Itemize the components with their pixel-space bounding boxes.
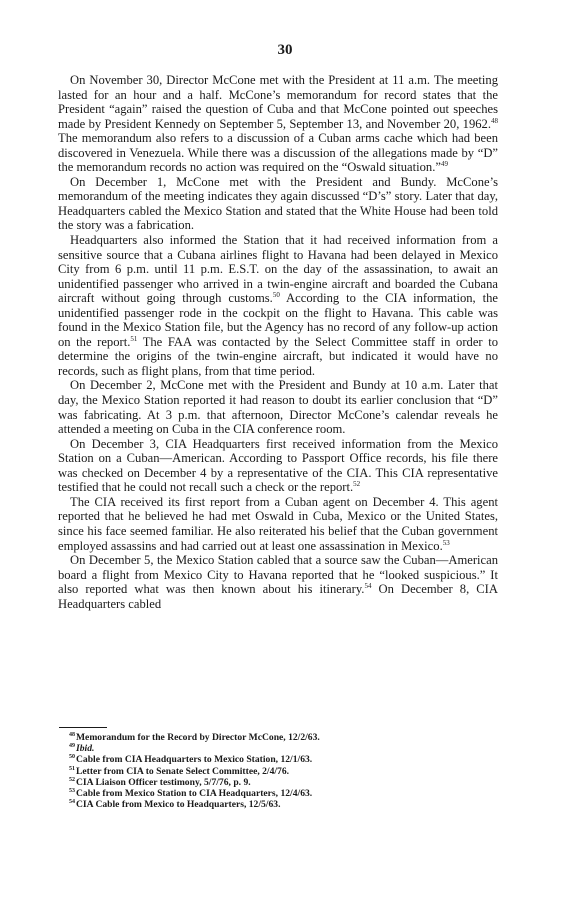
text-segment: On December 5, the Mexico Station cabled that a source saw the Cuban—American board a flight from Mexico City to Havana reported that he “looked suspicious.” It also reported what was then known about his itinerary. [58,553,498,597]
text-segment: On November 30, Director McCone met with the President at 11 a.m. The meeting lasted for an hour and a half. McCone’s memorandum for record states that the President “again” raised the question of Cuba and that McCone pointed out speeches made by President Kennedy on September 5, September 13, and November 20, 1962. [58,73,498,131]
text-segment: On December 1, McCone met with the President and Bundy. McCone’s memorandum of the meeting indicates they again discussed “D’s” story. Later that day, Headquarters cabled the Mexico Station and stated that the White House had been told the story was a fabrication. [58,174,498,233]
footnote-ref-51: 51 [130,334,138,343]
footnote-divider [59,727,107,728]
paragraph [58,233,498,378]
footnote-49 [69,743,499,754]
footnote-ref-54: 54 [364,582,372,591]
footnote-ref-50: 50 [272,291,280,300]
footnote-number: 50 [69,754,75,761]
footnote-text: CIA Liaison Officer testimony, 5/7/76, p. 9. [76,776,251,788]
footnote-text: Cable from CIA Headquarters to Mexico Station, 12/1/63. [76,754,313,766]
footnote-ref-53: 53 [442,538,450,547]
footnote-48 [69,732,499,743]
paragraph [58,378,498,436]
footnote-54 [69,799,499,810]
footnote-text: Cable from Mexico Station to CIA Headquarters, 12/4/63. [76,788,313,800]
text-segment: On December 8, CIA Headquarters cabled [58,582,498,611]
text-segment: On December 3, CIA Headquarters first received information from the Mexico Station on a Cuban—American. According to Passport Office records, his file there was checked on December 4 by a representative of the CIA. This CIA representative testified that he could not recall such a check or the report. [58,436,498,495]
footnote-text: Ibid. [76,743,95,755]
text-segment: According to the CIA information, the unidentified passenger rode in the cockpit on the flight to Havana. This cable was found in the Mexico Station file, but the Agency has no record of any follow-up action on the report. [58,291,498,349]
footnote-number: 52 [69,776,75,783]
paragraph [58,73,498,175]
footnote-number: 48 [69,732,75,738]
paragraph [58,553,498,611]
footnotes [69,732,499,810]
footnote-number: 54 [69,799,75,806]
text-segment: Headquarters also informed the Station that it had received information from a sensitive source that a Cubana airlines flight to Havana had been delayed in Mexico City from 6 p.m. until 11 p.m. E.S.T. on the day of the assassination, to await an unidentified passenger who arrived in a twin-engine aircraft and boarded the Cubana aircraft without going through customs. [58,233,498,306]
footnote-text: CIA Cable from Mexico to Headquarters, 12/5/63. [76,799,281,811]
page-number: 30 [277,42,293,58]
footnote-number: 49 [69,743,75,750]
text-segment: The CIA received its first report from a Cuban agent on December 4. This agent reported that he believed he had met Oswald in Cuba, Mexico or the United States, since his face seemed familiar. He also reiterated his belief that the Cuban government employed assassins and had carried out at least one assassination in Mexico. [58,494,498,553]
paragraph [58,495,498,553]
footnote-52 [69,777,499,788]
footnote-number: 53 [69,788,75,795]
footnote-ref-52: 52 [353,480,361,489]
text-segment: The FAA was contacted by the Select Committee staff in order to determine the origins of the twin-engine aircraft, but indicated it would have no records, such as flight plans, from that time period. [58,334,498,378]
body-text [58,73,498,611]
footnote-ref-48: 48 [491,116,498,125]
paragraph [58,437,498,495]
text-segment: On December 2, McCone met with the President and Bundy at 10 a.m. Later that day, the Mexico Station reported it had reason to doubt its earlier conclusion that “D” was fabricating. At 3 p.m. that afternoon, Director McCone’s calendar reveals he attended a meeting on Cuba in the CIA conference room. [58,378,498,437]
footnote-text: Letter from CIA to Senate Select Committee, 2/4/76. [76,765,290,777]
footnote-text: Memorandum for the Record by Director McCone, 12/2/63. [76,732,320,743]
footnote-number: 51 [69,765,75,772]
footnote-ref-49: 49 [440,160,448,169]
footnote-50 [69,754,499,765]
footnote-51 [69,766,499,777]
footnote-53 [69,788,499,799]
paragraph [58,175,498,233]
text-segment: The memorandum also refers to a discussion of a Cuban arms cache which had been discovered in Venezuela. While there was a discussion of the allegations made by “D” the memorandum records no action was required on the “Oswald situation.” [58,131,498,175]
